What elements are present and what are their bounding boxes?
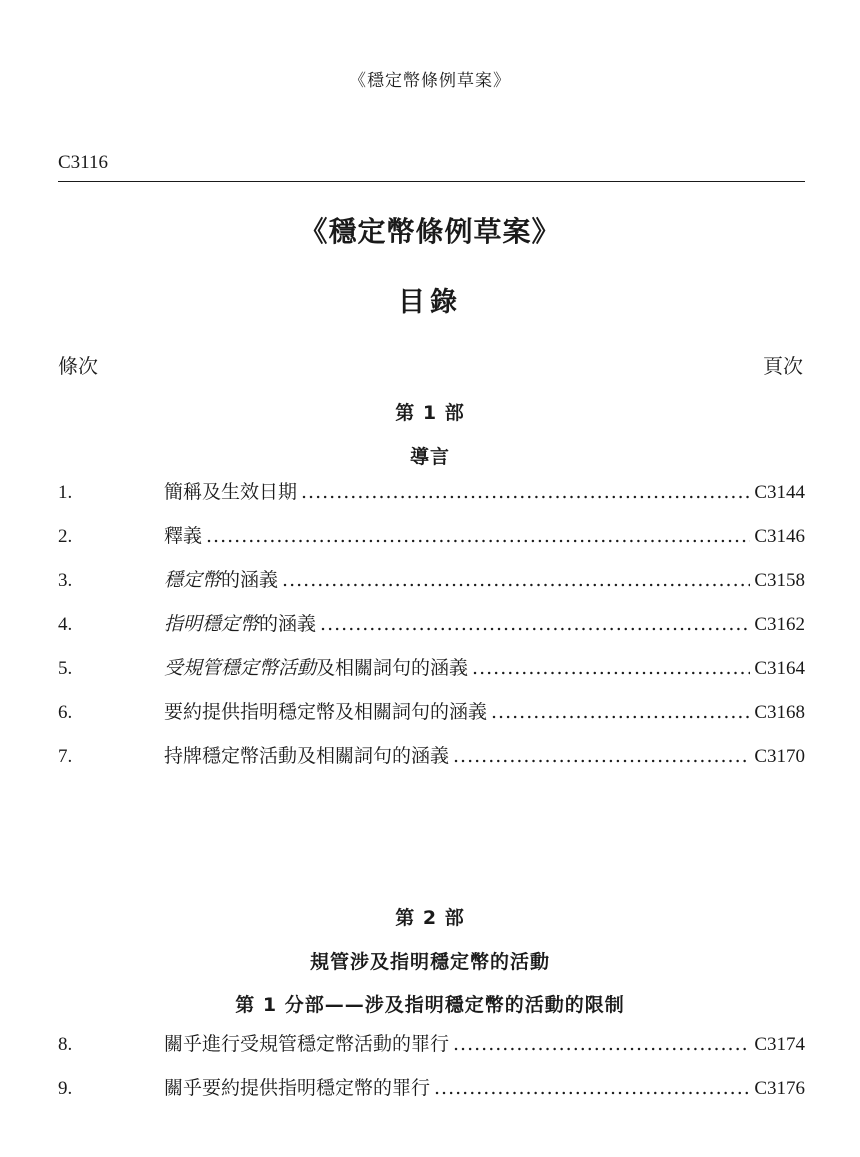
dot-leader [320, 613, 750, 635]
page-reference: C3170 [754, 746, 805, 767]
page-number: C3116 [58, 152, 108, 173]
dot-leader [472, 657, 750, 679]
section-title-text: 釋義 [164, 525, 203, 547]
part-1-name: 導言 [409, 446, 450, 468]
section-number: 2. [58, 526, 73, 547]
section-title-text: 的涵義 [221, 569, 279, 591]
section-title [164, 697, 487, 724]
section-number: 5. [58, 658, 73, 679]
section-column-heading: 條次 [58, 354, 98, 378]
section-title [164, 1073, 430, 1100]
page-column-heading: 頁次 [763, 354, 803, 378]
page-reference: C3174 [754, 1034, 805, 1055]
section-number: 7. [58, 746, 73, 767]
section-title-text: 關乎進行受規管穩定幣活動的罪行 [164, 1033, 450, 1055]
page-reference: C3158 [754, 570, 805, 591]
running-header: 《穩定幣條例草案》 [349, 71, 511, 91]
section-title [164, 1029, 449, 1056]
dot-leader [453, 745, 750, 767]
section-title-text: 及相關詞句的涵義 [316, 657, 469, 679]
section-title [164, 477, 297, 504]
page-reference: C3164 [754, 658, 805, 679]
section-number: 8. [58, 1034, 73, 1055]
page-reference: C3176 [754, 1078, 805, 1099]
contents-heading: 目錄 [398, 287, 462, 318]
dot-leader [434, 1077, 750, 1099]
section-title-text: 簡稱及生效日期 [164, 481, 298, 503]
part-2-toc [58, 1029, 805, 1117]
toc-entry [58, 565, 805, 609]
defined-term: 指明穩定幣 [164, 613, 260, 635]
dot-leader [301, 481, 750, 503]
toc-entry [58, 697, 805, 741]
page-reference: C3144 [754, 482, 805, 503]
page-reference: C3146 [754, 526, 805, 547]
toc-entry [58, 741, 805, 785]
part-2-label: 第 2 部 [395, 907, 465, 929]
section-number: 4. [58, 614, 73, 635]
part-2-division: 第 1 分部——涉及指明穩定幣的活動的限制 [235, 994, 625, 1016]
section-title [164, 565, 278, 592]
dot-leader [282, 569, 750, 591]
toc-entry [58, 609, 805, 653]
page-reference: C3168 [754, 702, 805, 723]
part-1-toc [58, 477, 805, 785]
section-title [164, 609, 316, 636]
section-title [164, 741, 449, 768]
section-number: 6. [58, 702, 73, 723]
dot-leader [491, 701, 750, 723]
section-title-text: 關乎要約提供指明穩定幣的罪行 [164, 1077, 431, 1099]
dot-leader [453, 1033, 750, 1055]
defined-term: 穩定幣 [164, 569, 222, 591]
dot-leader [206, 525, 750, 547]
header-rule [58, 181, 805, 182]
toc-entry [58, 477, 805, 521]
document-title: 《穩定幣條例草案》 [299, 215, 561, 248]
section-title-text: 持牌穩定幣活動及相關詞句的涵義 [164, 745, 450, 767]
page-reference: C3162 [754, 614, 805, 635]
toc-entry [58, 1073, 805, 1117]
toc-entry [58, 1029, 805, 1073]
defined-term: 受規管穩定幣活動 [164, 657, 317, 679]
part-2-name: 規管涉及指明穩定幣的活動 [309, 951, 550, 973]
section-title-text: 要約提供指明穩定幣及相關詞句的涵義 [164, 701, 488, 723]
section-title [164, 653, 468, 680]
section-title-text: 的涵義 [259, 613, 317, 635]
section-number: 9. [58, 1078, 73, 1099]
section-number: 3. [58, 570, 73, 591]
section-number: 1. [58, 482, 73, 503]
toc-entry [58, 653, 805, 697]
toc-entry [58, 521, 805, 565]
part-1-label: 第 1 部 [395, 402, 465, 424]
section-title [164, 521, 202, 548]
